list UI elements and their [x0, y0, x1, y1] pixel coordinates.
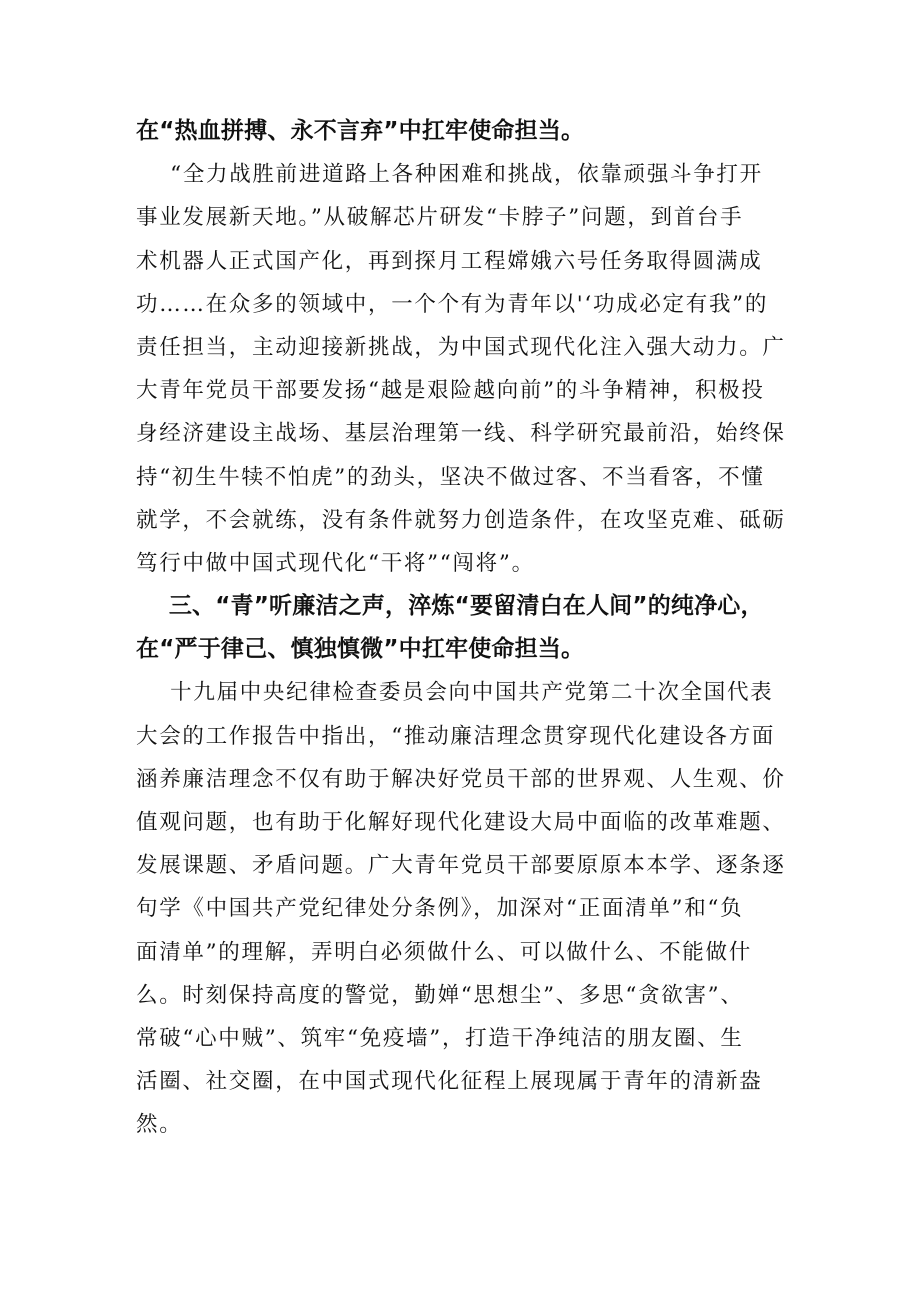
paragraph-line: 发展课题、矛盾问题。广大青年党员干部要原原本本学、逐条逐: [136, 853, 786, 879]
paragraph-line: 涵养廉洁理念不仅有助于解决好党员干部的世界观、人生观、价: [136, 766, 786, 792]
section-2-heading-continuation: 在“热血拼搏、永不言弃”中扛牢使命担当。: [136, 118, 585, 144]
paragraph-line: 大青年党员干部要发扬“越是艰险越向前”的斗争精神，积极投: [136, 378, 765, 404]
paragraph-line: 功……在众多的领域中，一个个有为青年以'‘功成必定有我”的: [136, 291, 769, 317]
paragraph-line: 活圈、社交圈，在中国式现代化征程上展现属于青年的清新盎: [136, 1069, 763, 1095]
paragraph-line: 身经济建设主战场、基层治理第一线、科学研究最前沿，始终保: [136, 421, 786, 447]
paragraph-line: “全力战胜前进道路上各种困难和挑战，依靠顽强斗争打开: [136, 162, 763, 188]
paragraph-2: [136, 153, 786, 585]
paragraph-line: 事业发展新天地。”从破解芯片研发“卡脖子”问题，到首台手: [136, 205, 744, 231]
paragraph-line: 么。时刻保持高度的警觉，勤婵“思想尘”、多思“贪欲害”、: [136, 982, 744, 1008]
paragraph-line: 持“初生牛犊不怕虎”的劲头，坚决不做过客、不当看客，不懂: [136, 464, 765, 490]
paragraph-line: 责任担当，主动迎接新挑战，为中国式现代化注入强大动力。广: [136, 334, 786, 360]
paragraph-line: 值观问题，也有助于化解好现代化建设大局中面临的改革难题、: [136, 810, 786, 835]
paragraph-line: 面清单”的理解，弄明白必须做什么、可以做什么、不能做什: [136, 939, 752, 965]
paragraph-line: 笃行中做中国式现代化“干将”“闯将”。: [136, 550, 535, 576]
paragraph-line: 术机器人正式国产化，再到探月工程嫦娥六号任务取得圆满成: [136, 248, 763, 274]
paragraph-3: [136, 671, 786, 1146]
paragraph-line: 句学《中国共产党纪律处分条例》，加深对“正面清单”和“负: [136, 896, 744, 922]
section-heading-line: 在“严于律己、慎独慎微”中扛牢使命担当。: [136, 636, 585, 663]
paragraph-line: 大会的工作报告中指出，“推动廉洁理念贯穿现代化建设各方面: [136, 723, 776, 749]
paragraph-line: 就学，不会就练，没有条件就努力创造条件，在攻坚克难、砥砺: [136, 507, 786, 533]
paragraph-line: 常破“心中贼”、筑牢“免疫墙”，打造干净纯洁的朋友圈、生: [136, 1025, 744, 1051]
paragraph-line: 十九届中央纪律检查委员会向中国共产党第二十次全国代表: [136, 680, 774, 706]
document-body: [136, 110, 786, 1147]
section-3-heading: [136, 585, 786, 671]
section-heading-line: 三、“青”听廉洁之声，淬炼“要留清白在人间”的纯净心，: [136, 593, 764, 620]
paragraph-line: 然。: [136, 1112, 183, 1138]
